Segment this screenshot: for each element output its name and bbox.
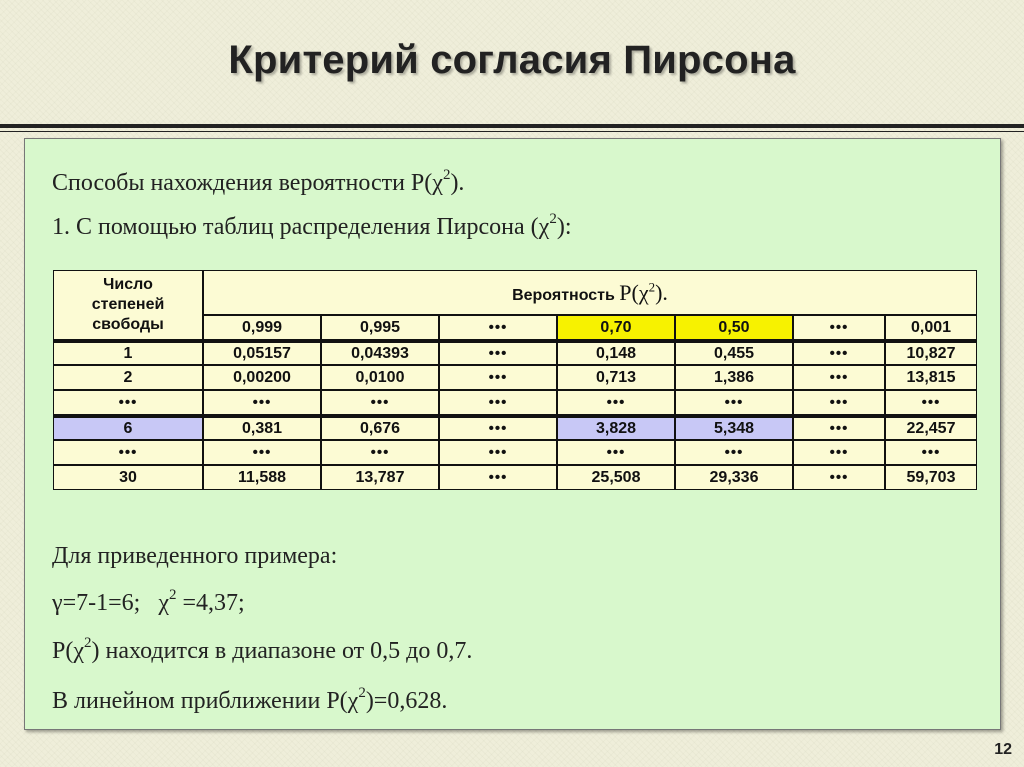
prob-value: 0,995: [321, 315, 439, 340]
table-cell: •••: [439, 415, 557, 440]
example-heading: Для приведенного примера:: [52, 543, 338, 569]
title-divider-thin: [0, 131, 1024, 132]
dof-cell: 1: [53, 340, 203, 365]
table-cell-highlighted: 5,348: [675, 415, 793, 440]
prob-value-ellipsis: •••: [439, 315, 557, 340]
table-cell: •••: [321, 440, 439, 465]
example-line-3-sup: 2: [358, 685, 366, 701]
table-cell: 13,815: [885, 365, 977, 390]
table-cell-highlighted: 3,828: [557, 415, 675, 440]
dof-cell: 30: [53, 465, 203, 490]
table-cell: •••: [793, 365, 885, 390]
table-row-ellipsis: [53, 440, 977, 465]
table-cell: •••: [793, 440, 885, 465]
methods-sup: 2: [442, 167, 451, 183]
table-cell: •••: [203, 390, 321, 415]
example-line-3: [52, 685, 448, 715]
table-cell: •••: [675, 440, 793, 465]
item1-end: ):: [556, 214, 572, 240]
table-cell: •••: [557, 390, 675, 415]
dof-cell-highlighted: 6: [53, 415, 203, 440]
probability-end: ).: [655, 279, 668, 305]
item1-line: [52, 211, 572, 241]
table-cell: 22,457: [885, 415, 977, 440]
example-line-1-a: γ=7-1=6; χ: [52, 590, 169, 616]
probability-header: [203, 270, 977, 315]
table-cell: •••: [793, 390, 885, 415]
table-cell: •••: [675, 390, 793, 415]
table-cell: •••: [557, 440, 675, 465]
table-cell: 0,00200: [203, 365, 321, 390]
table-cell: 25,508: [557, 465, 675, 490]
table-cell: •••: [53, 390, 203, 415]
table-cell: 0,05157: [203, 340, 321, 365]
table-cell: 11,588: [203, 465, 321, 490]
title-divider-thick: [0, 124, 1024, 128]
table-cell: •••: [793, 340, 885, 365]
example-line-3-b: )=0,628.: [365, 688, 448, 714]
table-cell: •••: [439, 340, 557, 365]
probability-symbol: P(χ: [619, 279, 649, 305]
dof-header-line: Число: [103, 276, 153, 293]
table-header-row: [53, 270, 977, 315]
table-cell: 0,676: [321, 415, 439, 440]
table-cell: 0,713: [557, 365, 675, 390]
table-row: [53, 465, 977, 490]
methods-end: ).: [450, 170, 465, 196]
table-row-highlighted: [53, 415, 977, 440]
table-cell: •••: [885, 440, 977, 465]
probability-sup: 2: [648, 279, 656, 295]
page-title: Критерий согласия Пирсона: [228, 38, 796, 82]
table-cell: •••: [53, 440, 203, 465]
probability-header-text: Вероятность: [512, 286, 620, 304]
table-row: [53, 365, 977, 390]
table-cell: 29,336: [675, 465, 793, 490]
prob-value-ellipsis: •••: [793, 315, 885, 340]
example-line-2-sup: 2: [84, 635, 92, 651]
dof-header-line: степеней: [91, 296, 165, 313]
example-line-2-b: ) находится в диапазоне от 0,5 до 0,7.: [91, 638, 473, 664]
table-cell: •••: [793, 415, 885, 440]
prob-value: 0,001: [885, 315, 977, 340]
table-cell: 1,386: [675, 365, 793, 390]
example-line-1-sup: 2: [169, 587, 177, 603]
table-cell: 13,787: [321, 465, 439, 490]
example-line-1: [52, 587, 245, 617]
table-cell: •••: [793, 465, 885, 490]
table-cell: 0,381: [203, 415, 321, 440]
table-cell: •••: [203, 440, 321, 465]
table-cell: 0,04393: [321, 340, 439, 365]
prob-value-highlighted: 0,70: [557, 315, 675, 340]
prob-value: 0,999: [203, 315, 321, 340]
page-number: 12: [994, 741, 1012, 758]
dof-header-line: свободы: [92, 316, 164, 333]
example-line-2: [52, 635, 473, 665]
dof-header: [53, 270, 203, 340]
example-line-2-a: P(χ: [52, 638, 84, 664]
table-cell: 0,0100: [321, 365, 439, 390]
pearson-table: [53, 270, 977, 490]
methods-text: Способы нахождения вероятности P(χ: [52, 170, 443, 196]
table-cell: 0,455: [675, 340, 793, 365]
table-cell: 59,703: [885, 465, 977, 490]
table-row: [53, 340, 977, 365]
table-cell: •••: [439, 465, 557, 490]
table-cell: 0,148: [557, 340, 675, 365]
table-cell: •••: [439, 390, 557, 415]
example-line-1-b: =4,37;: [176, 590, 245, 616]
methods-line: [52, 167, 465, 197]
table-cell: •••: [439, 440, 557, 465]
table-row-ellipsis: [53, 390, 977, 415]
table-cell: •••: [321, 390, 439, 415]
item1-sup: 2: [549, 211, 557, 227]
item1-text: 1. С помощью таблиц распределения Пирсона (χ: [52, 214, 550, 240]
dof-cell: 2: [53, 365, 203, 390]
table-cell: •••: [885, 390, 977, 415]
example-line-3-a: В линейном приближении P(χ: [52, 688, 359, 714]
table-cell: •••: [439, 365, 557, 390]
table-cell: 10,827: [885, 340, 977, 365]
prob-value-highlighted: 0,50: [675, 315, 793, 340]
